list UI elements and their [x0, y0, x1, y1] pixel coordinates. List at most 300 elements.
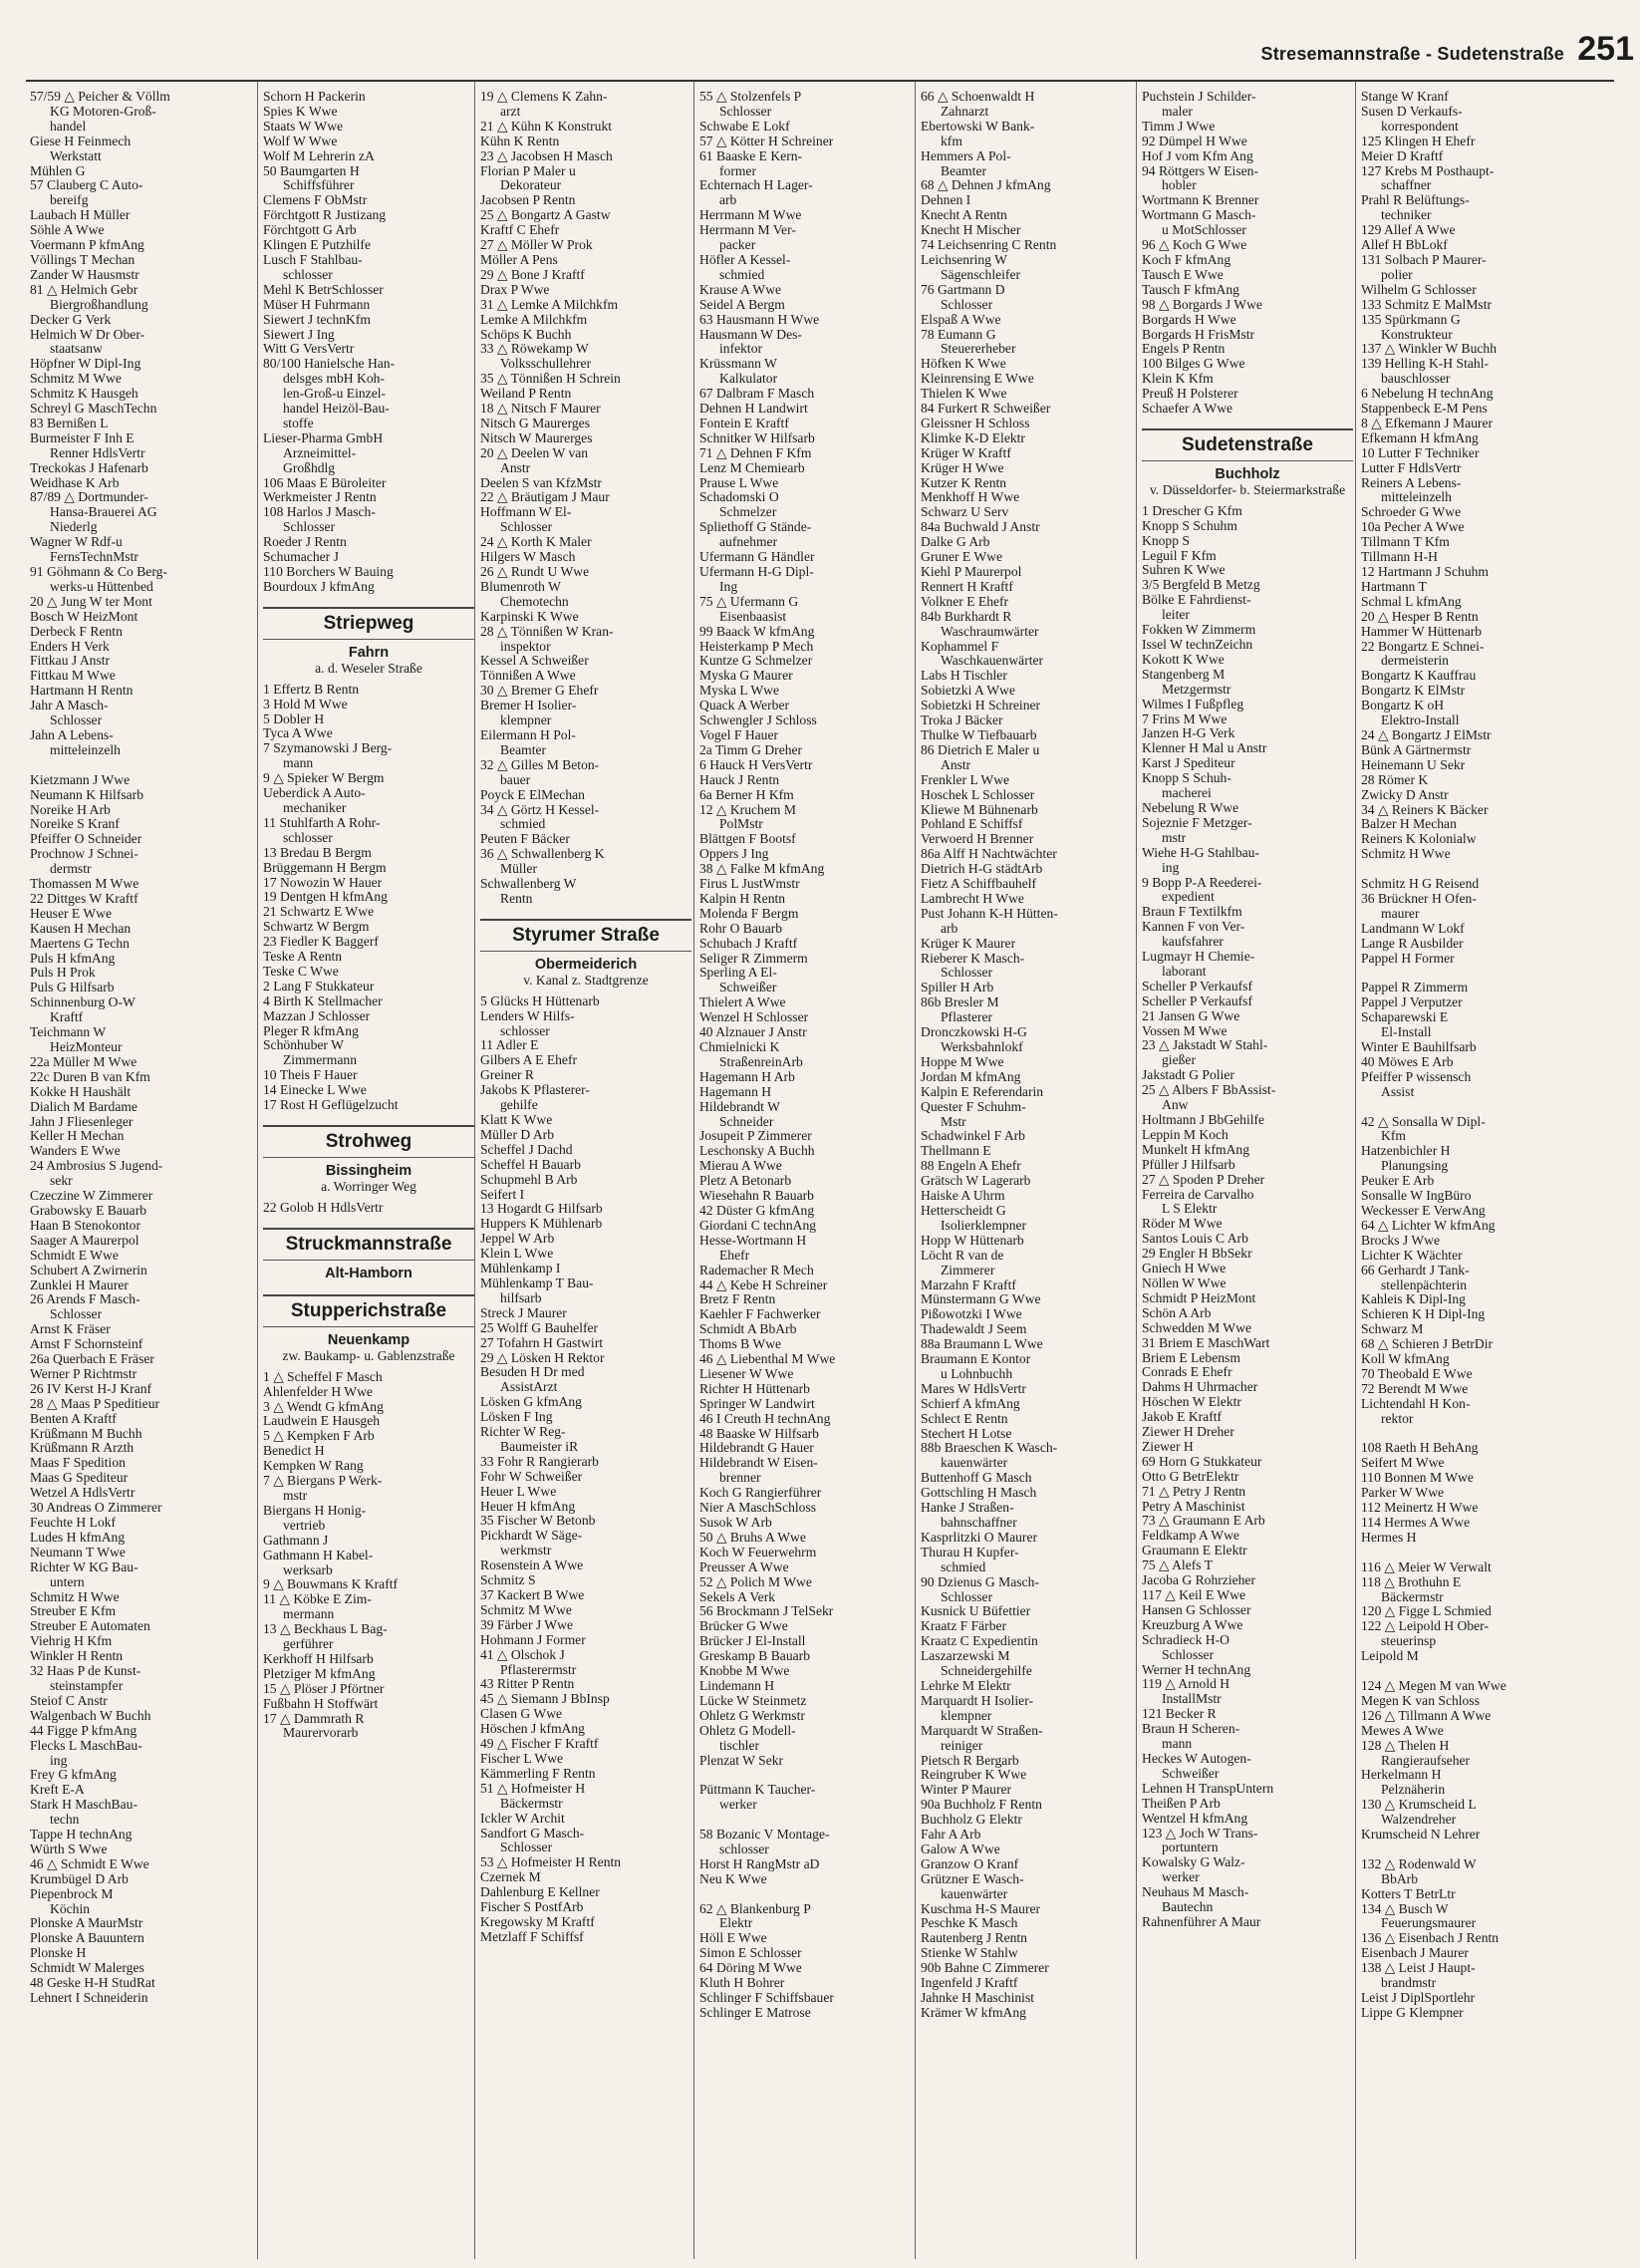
directory-entry: Vogel F Hauer: [699, 726, 779, 742]
directory-entry: Steiof C Anstr: [30, 1692, 108, 1708]
directory-entry: Dehnen H Landwirt: [699, 401, 808, 417]
entry-continuation: schlosser: [500, 1022, 550, 1038]
entry-continuation: Werksbahnlokf: [941, 1039, 1023, 1054]
directory-entry: 90b Bahne C Zimmerer: [921, 1960, 1049, 1976]
directory-entry: Thellmann E: [921, 1143, 991, 1159]
directory-entry: Noreike S Kranf: [30, 816, 120, 832]
directory-entry: 33 Fohr R Rangierarb: [480, 1453, 599, 1469]
entry-continuation: schaffner: [1381, 177, 1432, 193]
directory-entry: Kotters T BetrLtr: [1361, 1885, 1456, 1901]
directory-entry: 78 Eumann G: [921, 326, 996, 342]
directory-entry: Hartmann T: [1361, 578, 1427, 594]
directory-entry: Braun H Scheren-: [1142, 1721, 1240, 1737]
entry-continuation: Zimmermann: [283, 1052, 357, 1068]
directory-entry: 3 △ Wendt G kfmAng: [263, 1398, 384, 1414]
directory-entry: 39 Färber J Wwe: [480, 1616, 573, 1632]
directory-entry: Besuden H Dr med: [480, 1364, 585, 1380]
directory-entry: Schmal L kfmAng: [1361, 593, 1462, 609]
directory-entry: Müser H Fuhrmann: [263, 296, 371, 312]
directory-entry: Plonske H: [30, 1945, 87, 1961]
directory-entry: Saager A Maurerpol: [30, 1232, 139, 1248]
entry-continuation: schlosser: [283, 266, 333, 282]
directory-entry: 26a Querbach E Fräser: [30, 1351, 154, 1367]
directory-entry: Kusnick U Büfettier: [921, 1603, 1031, 1619]
directory-entry: 13 △ Beckhaus L Bag-: [263, 1621, 388, 1637]
directory-entry: 122 △ Leipold H Ober-: [1361, 1618, 1489, 1634]
directory-entry: Quack A Werber: [699, 698, 790, 713]
directory-entry: Kessel A Schweißer: [480, 653, 589, 669]
entry-continuation: bereifg: [50, 192, 89, 208]
directory-entry: Rohr O Bauarb: [699, 920, 783, 936]
directory-entry: 5 Glücks H Hüttenarb: [480, 992, 600, 1008]
directory-entry: 87/89 △ Dortmunder-: [30, 489, 148, 505]
directory-entry: Thulke W Tiefbauarb: [921, 726, 1037, 742]
entry-continuation: techniker: [1381, 207, 1432, 223]
entry-continuation: Beamter: [941, 162, 987, 178]
directory-entry: Maas G Spediteur: [30, 1470, 129, 1486]
directory-entry: 33 △ Röwekamp W: [480, 341, 589, 357]
directory-entry: 20 △ Hesper B Rentn: [1361, 608, 1479, 624]
directory-entry: Parker W Wwe: [1361, 1485, 1445, 1501]
directory-entry: 34 △ Reiners K Bäcker: [1361, 801, 1489, 817]
directory-entry: Lippe G Klempner: [1361, 2004, 1464, 2020]
directory-entry: 116 △ Meier W Verwalt: [1361, 1559, 1492, 1574]
directory-entry: Poyck E ElMechan: [480, 786, 585, 802]
directory-entry: Thadewaldt J Seem: [921, 1321, 1027, 1337]
directory-entry: Noreike H Arb: [30, 801, 111, 817]
directory-entry: Derbeck F Rentn: [30, 623, 123, 639]
entry-continuation: schlosser: [719, 1841, 769, 1856]
directory-entry: 134 △ Busch W: [1361, 1900, 1449, 1916]
entry-continuation: Chemotechn: [500, 593, 569, 609]
entry-continuation: Kalkulator: [719, 371, 778, 387]
entry-continuation: Schneider: [719, 1113, 774, 1129]
entry-continuation: leiter: [1162, 607, 1190, 623]
entry-continuation: kfm: [941, 133, 962, 148]
directory-entry: 35 Fischer W Betonb: [480, 1513, 596, 1529]
directory-entry: 69 Horn G Stukkateur: [1142, 1453, 1262, 1469]
directory-entry: Schmitz M Wwe: [480, 1601, 572, 1617]
directory-entry: 71 △ Petry J Rentn: [1142, 1483, 1246, 1499]
directory-entry: Bourdoux J kfmAng: [263, 578, 375, 594]
entry-continuation: Walzendreher: [1381, 1812, 1457, 1828]
directory-entry: Brücker G Wwe: [699, 1618, 788, 1634]
entry-continuation: Bäckermstr: [1381, 1588, 1444, 1604]
directory-entry: Kannen F von Ver-: [1142, 919, 1245, 935]
directory-entry: Hausmann W Des-: [699, 326, 802, 342]
directory-entry: Hilgers W Masch: [480, 549, 576, 565]
directory-entry: Ueberdick A Auto-: [263, 785, 366, 801]
directory-column-3: [480, 90, 691, 2262]
directory-entry: 48 Baaske W Hilfsarb: [699, 1425, 819, 1441]
directory-entry: Mühlenkamp I: [480, 1261, 561, 1276]
directory-entry: Zunklei H Maurer: [30, 1276, 129, 1292]
directory-entry: Arnst F Schornsteinf: [30, 1336, 143, 1352]
directory-entry: Schradieck H-O: [1142, 1631, 1230, 1647]
directory-entry: 36 Brückner H Ofen-: [1361, 890, 1477, 906]
directory-entry: 68 △ Schieren J BetrDir: [1361, 1336, 1494, 1352]
directory-entry: Lösken F Ing: [480, 1409, 553, 1425]
directory-entry: Jeppel W Arb: [480, 1231, 555, 1247]
directory-entry: Springer W Landwirt: [699, 1395, 815, 1411]
running-title: Stresemannstraße - Sudetenstraße: [1260, 44, 1564, 64]
directory-entry: Puls G Hilfsarb: [30, 980, 115, 995]
directory-entry: 76 Gartmann D: [921, 281, 1005, 297]
entry-continuation: u MotSchlosser: [1162, 222, 1246, 238]
directory-entry: Schorn H Packerin: [263, 90, 366, 104]
directory-entry: Fittkau J Anstr: [30, 653, 111, 669]
directory-entry: Klenner H Mal u Anstr: [1142, 740, 1267, 756]
directory-entry: Ufermann G Händler: [699, 549, 815, 565]
directory-entry: Stangenberg M: [1142, 666, 1226, 682]
directory-entry: 84a Buchwald J Anstr: [921, 519, 1040, 535]
entry-continuation: Konstrukteur: [1381, 326, 1453, 342]
directory-entry: Ingenfeld J Kraftf: [921, 1975, 1018, 1991]
directory-entry: Menkhoff H Wwe: [921, 489, 1020, 505]
entry-continuation: Schlosser: [1162, 1646, 1215, 1662]
directory-entry: 45 △ Siemann J BbInsp: [480, 1691, 610, 1707]
directory-entry: Echternach H Lager-: [699, 177, 813, 193]
directory-entry: Kasprlitzki O Maurer: [921, 1529, 1038, 1545]
directory-entry: Gathmann H Kabel-: [263, 1547, 374, 1562]
entry-continuation: macherei: [1162, 785, 1212, 801]
directory-entry: Megen K van Schloss: [1361, 1692, 1480, 1708]
directory-entry: Koch G Rangierführer: [699, 1485, 822, 1501]
entry-continuation: Feuerungsmaurer: [1381, 1915, 1477, 1931]
entry-continuation: Müller: [500, 861, 537, 877]
directory-entry: 137 △ Winkler W Buchh: [1361, 341, 1498, 357]
directory-entry: Pfeiffer P wissensch: [1361, 1068, 1472, 1084]
directory-entry: 110 Bonnen M Wwe: [1361, 1470, 1474, 1486]
directory-entry: Engels P Rentn: [1142, 341, 1226, 357]
directory-entry: 26 △ Rundt U Wwe: [480, 564, 590, 579]
directory-entry: Rautenberg J Rentn: [921, 1930, 1027, 1946]
directory-entry: [1361, 1664, 1572, 1679]
directory-entry: Enders H Verk: [30, 638, 110, 654]
directory-entry: Seidel A Bergm: [699, 296, 785, 312]
directory-entry: Krüger K Maurer: [921, 935, 1016, 951]
directory-entry: Teichmann W: [30, 1024, 107, 1040]
directory-entry: 127 Krebs M Posthaupt-: [1361, 162, 1495, 178]
directory-entry: Fohr W Schweißer: [480, 1468, 583, 1484]
directory-entry: Krüßmann M Buchh: [30, 1425, 142, 1441]
directory-entry: Klimke K-D Elektr: [921, 429, 1025, 445]
directory-entry: Heuser E Wwe: [30, 905, 113, 921]
directory-entry: 84 Furkert R Schweißer: [921, 401, 1051, 417]
directory-entry: Prause L Wwe: [699, 474, 779, 490]
directory-entry: Schinnenburg O-W: [30, 994, 136, 1010]
directory-entry: 112 Meinertz H Wwe: [1361, 1500, 1479, 1516]
directory-entry: 57 △ Kötter H Schreiner: [699, 133, 834, 148]
directory-entry: Thielen K Wwe: [921, 386, 1007, 402]
directory-entry: 22 Golob H HdlsVertr: [263, 1199, 384, 1215]
directory-entry: Jakobs K Pflasterer-: [480, 1082, 590, 1098]
directory-entry: Teske C Wwe: [263, 963, 339, 979]
directory-entry: Schieren K H Dipl-Ing: [1361, 1306, 1486, 1322]
entry-continuation: Mstr: [941, 1113, 966, 1129]
directory-entry: Schupmehl B Arb: [480, 1171, 578, 1187]
directory-entry: Puls H Prok: [30, 965, 96, 981]
directory-entry: 70 Theobald E Wwe: [1361, 1365, 1473, 1381]
directory-entry: Rademacher R Mech: [699, 1262, 814, 1277]
directory-entry: Wanders E Wwe: [30, 1143, 121, 1159]
directory-entry: Mewes A Wwe: [1361, 1722, 1444, 1738]
directory-entry: 42 Düster G kfmAng: [699, 1202, 815, 1218]
directory-entry: Koch F kfmAng: [1142, 251, 1231, 267]
directory-entry: Feuchte H Lokf: [30, 1515, 117, 1530]
directory-entry: Schmitz K Hausgeh: [30, 386, 138, 402]
header-rule: [26, 80, 1614, 82]
directory-entry: 35 △ Tönnißen H Schrein: [480, 371, 621, 387]
directory-entry: Kutzer K Rentn: [921, 474, 1007, 490]
directory-entry: Jakstadt G Polier: [1142, 1067, 1234, 1083]
directory-entry: 34 △ Görtz H Kessel-: [480, 801, 600, 817]
directory-entry: Siewert J Ing: [263, 326, 335, 342]
directory-entry: Wortmann K Brenner: [1142, 192, 1259, 208]
directory-entry: 27 △ Spoden P Dreher: [1142, 1171, 1265, 1187]
entry-continuation: StraßenreinArb: [719, 1053, 803, 1069]
street-range: zw. Baukamp- u. Gablenzstraße: [282, 1347, 455, 1363]
entry-continuation: Pelznäherin: [1381, 1782, 1446, 1798]
directory-entry: 1 △ Scheffel F Masch: [263, 1368, 383, 1384]
directory-entry: 14 Einecke L Wwe: [263, 1082, 367, 1098]
directory-entry: Benedict H: [263, 1443, 325, 1459]
directory-entry: 108 Harlos J Masch-: [263, 504, 376, 520]
directory-entry: Lange R Ausbilder: [1361, 935, 1464, 951]
directory-entry: Höfler A Kessel-: [699, 251, 791, 267]
directory-entry: Pickhardt W Säge-: [480, 1528, 583, 1544]
directory-entry: Fietz A Schiffbauhelf: [921, 876, 1037, 892]
directory-entry: 27 Tofahrn H Gastwirt: [480, 1334, 604, 1350]
directory-entry: Troka J Bäcker: [921, 712, 1003, 728]
directory-entry: Förchtgott G Arb: [263, 222, 357, 238]
directory-entry: 124 △ Megen M van Wwe: [1361, 1677, 1506, 1693]
directory-entry: Heuer H kfmAng: [480, 1498, 576, 1514]
district-name: Buchholz: [1215, 465, 1280, 482]
directory-entry: Kausen H Mechan: [30, 920, 132, 936]
directory-entry: Dietrich H-G städtArb: [921, 861, 1043, 877]
directory-entry: Schmitz S: [480, 1572, 536, 1588]
directory-entry: 50 Baumgarten H: [263, 162, 360, 178]
directory-entry: Leppin M Koch: [1142, 1126, 1229, 1142]
directory-entry: [699, 1887, 911, 1902]
directory-entry: Elspaß A Wwe: [921, 311, 1001, 327]
directory-entry: Heuer L Wwe: [480, 1483, 557, 1499]
directory-entry: 43 Ritter P Rentn: [480, 1676, 575, 1692]
directory-entry: Jahr A Masch-: [30, 698, 109, 713]
directory-entry: Bongartz K oH: [1361, 698, 1445, 713]
street-heading: [263, 1125, 474, 1195]
directory-entry: Roeder J Rentn: [263, 534, 347, 550]
directory-entry: Reiners A Lebens-: [1361, 474, 1462, 490]
directory-entry: Witt G VersVertr: [263, 341, 355, 357]
directory-entry: Wilmes I Fußpfleg: [1142, 696, 1244, 711]
directory-entry: Spliethoff G Stände-: [699, 519, 812, 535]
directory-entry: 38 △ Falke M kfmAng: [699, 861, 825, 877]
entry-continuation: stoffe: [283, 415, 314, 430]
directory-entry: Blättgen F Bootsf: [699, 831, 796, 847]
directory-entry: Müller D Arb: [480, 1126, 555, 1142]
directory-entry: Zander W Hausmstr: [30, 266, 139, 282]
directory-entry: Weidhase K Arb: [30, 474, 120, 490]
directory-entry: Knopp S Schuh-: [1142, 770, 1231, 786]
directory-entry: 99 Baack W kfmAng: [699, 623, 815, 639]
entry-continuation: stellenpächterin: [1381, 1276, 1468, 1292]
heading-rule: [1142, 460, 1353, 461]
directory-entry: Spiller H Arb: [921, 980, 994, 995]
directory-entry: 10 Theis F Hauer: [263, 1067, 358, 1083]
directory-entry: Meier D Kraftf: [1361, 147, 1444, 163]
directory-entry: Hagemann H Arb: [699, 1068, 795, 1084]
directory-entry: Siewert J technKfm: [263, 311, 371, 327]
directory-entry: Otto G BetrElektr: [1142, 1468, 1239, 1484]
directory-entry: Richter W KG Bau-: [30, 1559, 138, 1574]
directory-entry: Ziewer H Dreher: [1142, 1424, 1234, 1440]
directory-entry: Sandfort G Masch-: [480, 1825, 585, 1841]
directory-entry: Kreuzburg A Wwe: [1142, 1616, 1243, 1632]
directory-entry: Braumann E Kontor: [921, 1351, 1031, 1367]
directory-entry: 12 Hartmann J Schuhm: [1361, 564, 1489, 579]
directory-entry: Kokke H Haushält: [30, 1083, 132, 1099]
street-name: Struckmannstraße: [285, 1233, 452, 1255]
directory-entry: Schwarz U Serv: [921, 504, 1009, 520]
directory-entry: 64 △ Lichter W kfmAng: [1361, 1217, 1496, 1233]
directory-entry: [30, 758, 241, 773]
directory-entry: 57/59 △ Peicher & Völlm: [30, 90, 170, 104]
street-name: Styrumer Straße: [512, 924, 660, 946]
entry-continuation: Zahnarzt: [941, 103, 989, 119]
directory-entry: Gniech H Wwe: [1142, 1261, 1227, 1276]
directory-entry: 9 △ Spieker W Bergm: [263, 770, 385, 786]
directory-entry: Richter H Hüttenarb: [699, 1380, 810, 1396]
directory-entry: Florian P Maler u: [480, 162, 576, 178]
directory-entry: Greskamp B Bauarb: [699, 1648, 810, 1664]
directory-entry: Schubach J Kraftf: [699, 935, 798, 951]
directory-entry: 4 Birth K Stellmacher: [263, 992, 383, 1008]
directory-entry: 19 Dentgen H kfmAng: [263, 889, 388, 905]
entry-continuation: maurer: [1381, 905, 1420, 921]
directory-entry: Kophammel F: [921, 638, 999, 654]
directory-entry: 19 △ Clemens K Zahn-: [480, 90, 608, 104]
directory-entry: Grätsch W Lagerarb: [921, 1173, 1031, 1189]
directory-entry: 57 Clauberg C Auto-: [30, 177, 143, 193]
directory-entry: Knecht H Mischer: [921, 222, 1021, 238]
directory-entry: Giordani C technAng: [699, 1217, 817, 1233]
directory-entry: Frey G kfmAng: [30, 1767, 117, 1783]
directory-entry: Marquardt W Straßen-: [921, 1722, 1043, 1738]
entry-continuation: Waschkauenwärter: [941, 653, 1044, 669]
directory-entry: Pust Johann K-H Hütten-: [921, 905, 1058, 921]
directory-entry: Plonske A MaurMstr: [30, 1915, 143, 1931]
directory-entry: Schadwinkel F Arb: [921, 1128, 1025, 1144]
directory-entry: 26 Arends F Masch-: [30, 1291, 140, 1307]
entry-continuation: Schmelzer: [719, 504, 777, 520]
directory-entry: 50 △ Bruhs A Wwe: [699, 1529, 806, 1545]
directory-entry: 74 Leichsenring C Rentn: [921, 237, 1057, 253]
directory-entry: 3/5 Bergfeld B Metzg: [1142, 577, 1260, 593]
entry-continuation: werkmstr: [500, 1543, 552, 1559]
directory-entry: Heinemann U Sekr: [1361, 756, 1466, 772]
directory-entry: Knopp S Schuhm: [1142, 517, 1237, 533]
directory-entry: Gathmann J: [263, 1532, 329, 1548]
directory-entry: Dronczkowski H-G: [921, 1024, 1027, 1040]
directory-entry: Ohletz G Modell-: [699, 1722, 796, 1738]
directory-entry: 15 △ Plöser J Pförtner: [263, 1680, 385, 1696]
entry-continuation: Niederlg: [50, 519, 98, 535]
directory-entry: Metzlaff F Schiffsf: [480, 1928, 584, 1944]
directory-entry: Feldkamp A Wwe: [1142, 1528, 1239, 1544]
directory-entry: Schmidt A BbArb: [699, 1321, 797, 1337]
directory-entry: Knopp S: [1142, 532, 1190, 548]
directory-entry: Kleinrensing E Wwe: [921, 371, 1034, 387]
entry-continuation: Baumeister iR: [500, 1438, 579, 1454]
directory-entry: 12 △ Kruchem M: [699, 801, 796, 817]
entry-continuation: Werkstatt: [50, 147, 102, 163]
directory-entry: Preusser A Wwe: [699, 1559, 789, 1574]
directory-entry: Neuhaus M Masch-: [1142, 1884, 1249, 1900]
entry-continuation: schmied: [500, 816, 546, 832]
directory-column-7: [1361, 90, 1572, 2262]
entry-continuation: Schlosser: [50, 712, 103, 728]
entry-continuation: Isolierklempner: [941, 1217, 1027, 1233]
directory-entry: Weckesser E VerwAng: [1361, 1202, 1486, 1218]
entry-continuation: staatsanw: [50, 341, 103, 357]
directory-entry: 40 Möwes E Arb: [1361, 1053, 1454, 1069]
directory-column-5: [921, 90, 1132, 2262]
directory-entry: 22a Müller M Wwe: [30, 1053, 137, 1069]
street-name: Strohweg: [325, 1131, 412, 1152]
directory-entry: Schroeder G Wwe: [1361, 504, 1462, 520]
directory-entry: 136 △ Eisenbach J Rentn: [1361, 1930, 1500, 1946]
directory-entry: Winkler H Rentn: [30, 1648, 124, 1664]
directory-entry: Krumscheid N Lehrer: [1361, 1827, 1481, 1843]
directory-entry: Peuker E Arb: [1361, 1173, 1435, 1189]
directory-entry: Allef H BbLokf: [1361, 237, 1448, 253]
directory-entry: 1 Effertz B Rentn: [263, 681, 360, 697]
directory-entry: Hemmers A Pol-: [921, 147, 1011, 163]
directory-entry: Leichsenring W: [921, 251, 1007, 267]
directory-entry: 6 Nebelung H technAng: [1361, 386, 1494, 402]
directory-entry: Stange W Kranf: [1361, 90, 1449, 104]
directory-entry: Prahl R Belüftungs-: [1361, 192, 1470, 208]
directory-entry: Spies K Wwe: [263, 103, 338, 119]
directory-entry: [699, 1813, 911, 1828]
directory-entry: Timm J Wwe: [1142, 118, 1216, 134]
street-range: a. Worringer Weg: [321, 1179, 416, 1194]
entry-continuation: Pflasterermstr: [500, 1661, 577, 1677]
entry-continuation: El-Install: [1381, 1024, 1432, 1040]
directory-entry: Klein K Kfm: [1142, 371, 1214, 387]
directory-entry: Nitsch G Maurerges: [480, 415, 590, 430]
entry-continuation: ing: [1162, 859, 1180, 875]
directory-entry: Schaefer A Wwe: [1142, 401, 1233, 417]
directory-entry: Kraftf C Ehefr: [480, 222, 560, 238]
entry-continuation: mstr: [283, 1487, 308, 1503]
entry-continuation: gehilfe: [500, 1097, 538, 1113]
column-separator: [915, 82, 916, 2259]
entry-continuation: kauenwärter: [941, 1885, 1008, 1901]
directory-entry: Stienke W Stahlw: [921, 1945, 1018, 1961]
directory-entry: Gottschling H Masch: [921, 1485, 1037, 1501]
directory-entry: Kluth H Bohrer: [699, 1975, 785, 1991]
entry-continuation: Schlosser: [941, 296, 993, 312]
directory-entry: 110 Borchers W Bauing: [263, 564, 394, 579]
directory-entry: Munkelt H kfmAng: [1142, 1141, 1249, 1157]
directory-entry: 10 Lutter F Techniker: [1361, 444, 1480, 460]
directory-entry: 25 △ Bongartz A Gastw: [480, 207, 611, 223]
directory-entry: Buttenhoff G Masch: [921, 1470, 1032, 1486]
directory-entry: Höschen J kfmAng: [480, 1721, 585, 1737]
